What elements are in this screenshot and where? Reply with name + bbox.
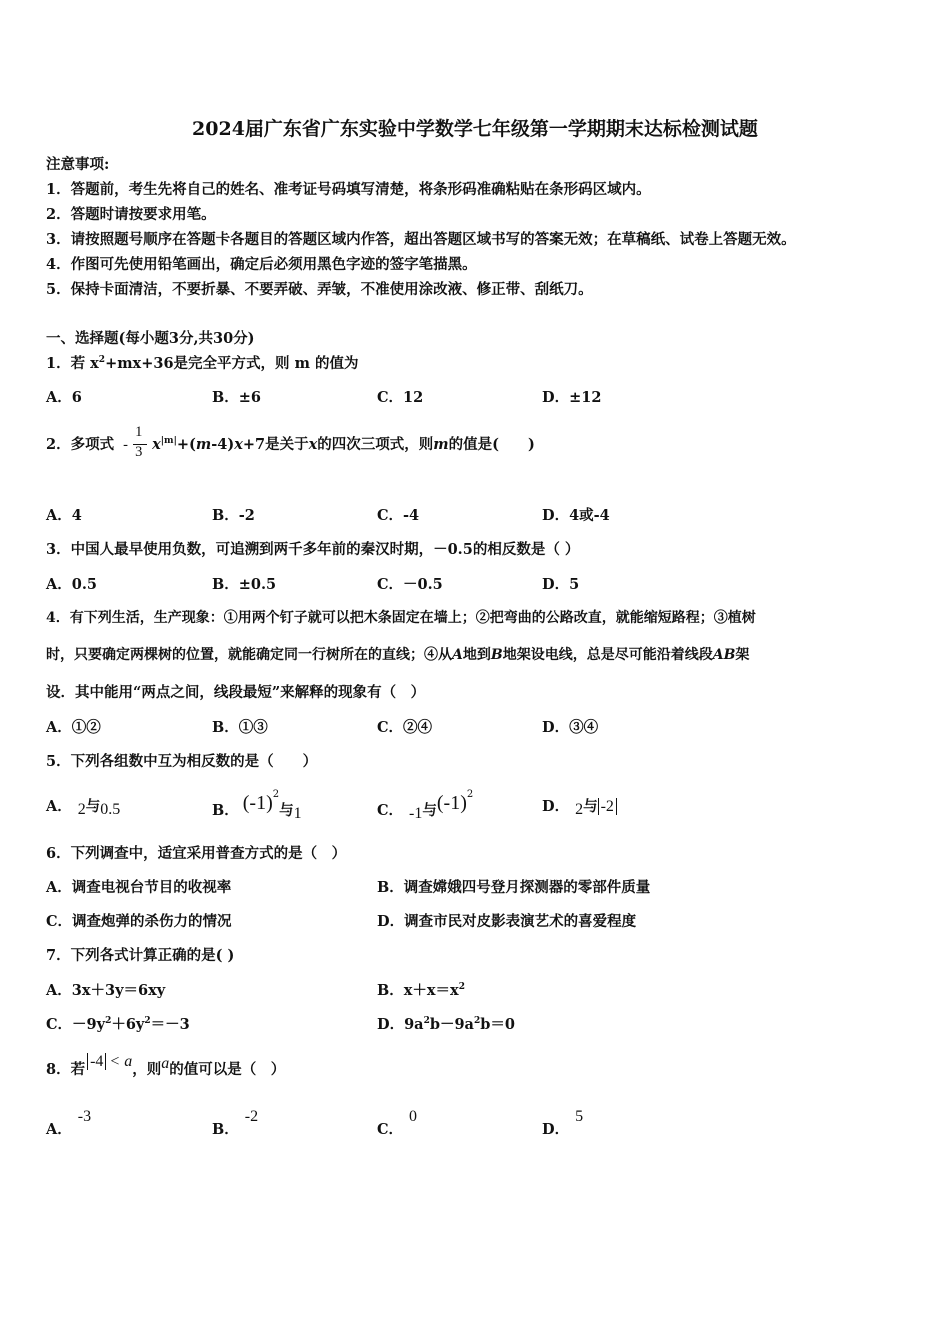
q1-option-c: C．12	[377, 389, 424, 406]
q3-option-d: D．5	[542, 576, 580, 593]
question-4-line2: 时，只要确定两棵树的位置，就能确定同一行树所在的直线；④从A地到B地架设电线，总是尽可能沿着线段AB架	[46, 647, 750, 663]
fraction-one-third: $\frac{1}{3}$	[133, 428, 147, 462]
q2-option-b: B．-2	[212, 507, 255, 524]
question-3: 3．中国人最早使用负数，可追溯到两千多年前的秦汉时期，－0.5的相反数是（ ）	[46, 541, 580, 558]
q6-option-c: C．调查炮弹的杀伤力的情况	[46, 913, 232, 930]
question-7: 7．下列各式计算正确的是( )	[46, 947, 235, 964]
q2-option-a: A．4	[46, 507, 82, 524]
q1-option-a: A．6	[46, 389, 82, 406]
q4-option-d: D．③④	[542, 719, 599, 736]
q5-option-d: D． 2与 -2	[542, 795, 617, 816]
notice-item: 4．作图可先使用铅笔画出，确定后必须用黑色字迹的签字笔描黑。	[46, 256, 477, 273]
q5-option-b: B． $(-1)^2$与1	[212, 789, 302, 822]
question-2: 2．多项式 - $\frac{1}{3}$ $x^{|m|}+(m-4)x+7$是关于x的四次三项式，则m的值是( )	[46, 424, 535, 460]
question-6: 6．下列调查中，适宜采用普查方式的是（ ）	[46, 845, 347, 862]
q5-option-a: A． 2与0.5	[46, 798, 121, 818]
q3-option-c: C．－0.5	[377, 576, 443, 593]
q7-option-a: A．3x＋3y＝6xy	[46, 982, 166, 999]
q1-option-d: D．±12	[542, 389, 602, 406]
q6-option-b: B．调查嫦娥四号登月探测器的零部件质量	[377, 879, 651, 896]
q8-option-c: C．0	[377, 1108, 418, 1138]
notice-item: 3．请按照题号顺序在答题卡各题目的答题区域内作答，超出答题区域书写的答案无效；在草稿纸、试卷上答题无效。	[46, 231, 796, 248]
q4-option-a: A．①②	[46, 719, 101, 736]
q3-option-b: B．±0.5	[212, 576, 277, 593]
q5-option-c: C． -1与$(-1)^2$	[377, 789, 474, 822]
notice-item: 2．答题时请按要求用笔。	[46, 206, 216, 223]
q8-option-a: A．-3	[46, 1108, 92, 1138]
page-title: 2024届广东省广东实验中学数学七年级第一学期期末达标检测试题	[192, 118, 758, 140]
q4-option-b: B．①③	[212, 719, 268, 736]
notice-item: 1．答题前，考生先将自己的姓名、准考证号码填写清楚，将条形码准确粘贴在条形码区域内。	[46, 181, 651, 198]
q8-option-b: B．-2	[212, 1108, 259, 1138]
q6-option-a: A．调查电视台节目的收视率	[46, 879, 232, 896]
question-4-line1: 4．有下列生活，生产现象：①用两个钉子就可以把木条固定在墙上；②把弯曲的公路改直，就能缩短路程；③植树	[46, 610, 756, 626]
notice-heading: 注意事项:	[46, 156, 110, 173]
q4-option-c: C．②④	[377, 719, 433, 736]
q7-option-c: C．$-9y^2+6y^2=-3$	[46, 1016, 190, 1033]
question-4-line3: 设．其中能用“两点之间，线段最短”来解释的现象有（ ）	[46, 684, 426, 701]
question-5: 5．下列各组数中互为相反数的是（ ）	[46, 753, 318, 770]
question-8: 8．若 -4 < a，则a的值可以是（ ）	[46, 1053, 286, 1078]
q7-option-b: B．$x+x=x^2$	[377, 982, 465, 999]
q7-option-d: D．$9a^2b-9a^2b=0$	[377, 1016, 515, 1033]
q2-option-d: D．4或-4	[542, 507, 610, 524]
q2-option-c: C．-4	[377, 507, 420, 524]
q1-option-b: B．±6	[212, 389, 261, 406]
q3-option-a: A．0.5	[46, 576, 97, 593]
section-heading: 一、选择题(每小题3分,共30分)	[46, 330, 255, 347]
q8-option-d: D．5	[542, 1108, 584, 1138]
notice-item: 5．保持卡面清洁，不要折暴、不要弄破、弄皱，不准使用涂改液、修正带、刮纸刀。	[46, 281, 593, 298]
q6-option-d: D．调查市民对皮影表演艺术的喜爱程度	[377, 913, 637, 930]
question-1: 1．若 $x^2+mx+36$是完全平方式，则 m 的值为	[46, 355, 359, 372]
